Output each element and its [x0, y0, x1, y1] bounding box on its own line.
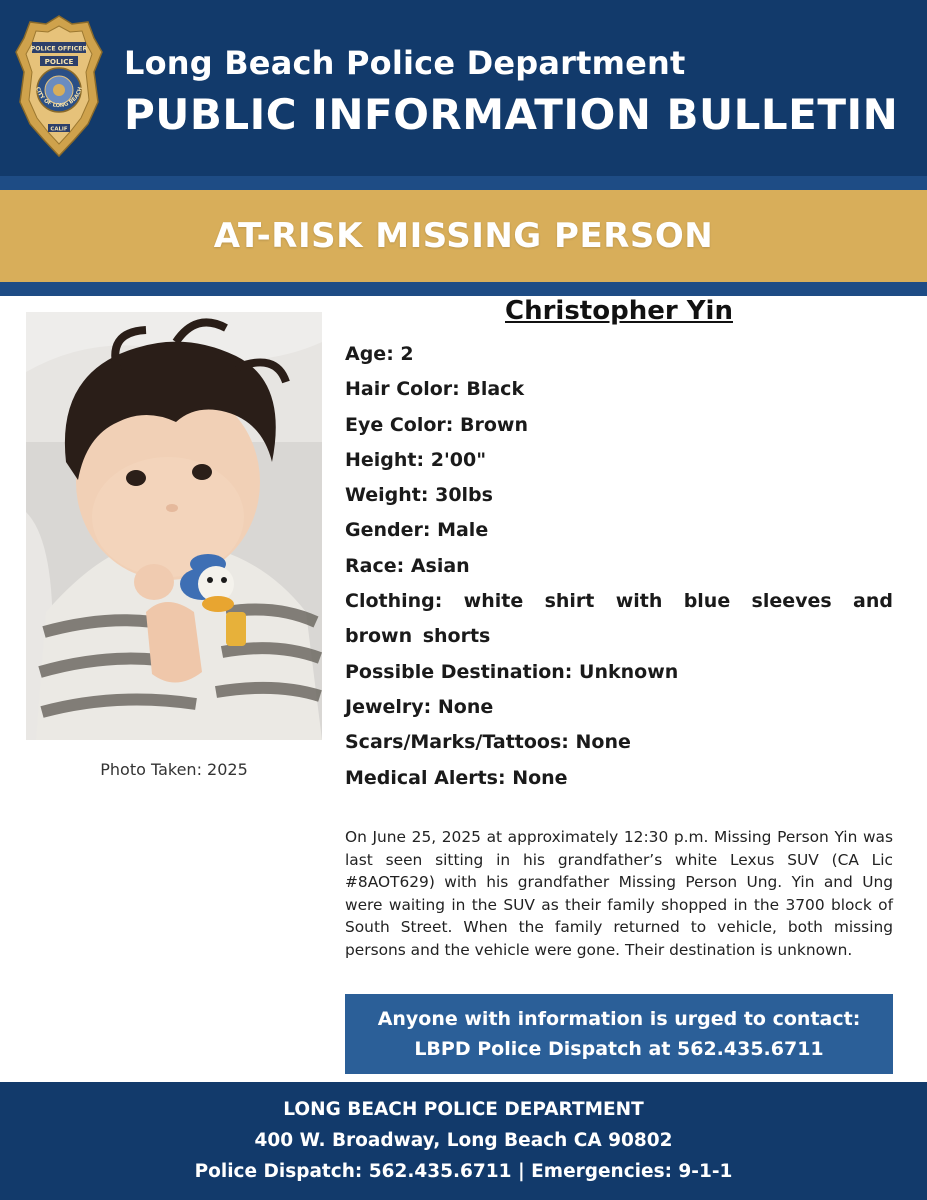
detail-gender: Gender: Male: [345, 519, 489, 542]
badge-center-text: POLICE: [44, 57, 74, 66]
footer-phone-numbers: Police Dispatch: 562.435.6711 | Emergencies: 9-1-1: [194, 1161, 733, 1182]
footer: [0, 1082, 927, 1200]
department-name: Long Beach Police Department: [124, 44, 686, 82]
contact-line-2: LBPD Police Dispatch at 562.435.6711: [414, 1038, 824, 1060]
person-name: Christopher Yin: [505, 296, 733, 326]
detail-jewelry: Jewelry: None: [345, 695, 494, 718]
footer-address: 400 W. Broadway, Long Beach CA 90802: [254, 1130, 673, 1151]
detail-medical-alerts: Medical Alerts: None: [345, 766, 568, 789]
badge-top-text: POLICE OFFICER: [30, 45, 88, 53]
detail-hair-color: Hair Color: Black: [345, 378, 525, 401]
detail-weight: Weight: 30lbs: [345, 484, 493, 507]
footer-department: LONG BEACH POLICE DEPARTMENT: [283, 1099, 644, 1120]
detail-age: Age: 2: [345, 343, 414, 365]
badge-bottom-text: CALIF: [50, 126, 68, 133]
incident-narrative: On June 25, 2025 at approximately 12:30 p.m. Missing Person Yin was last seen sitting in his grandfather’s white Lexus SUV (CA Lic #8AOT629) with his grandfather Missing Person Ung. Yin and Ung were waiting in the SUV as their family shopped in the 3700 block of South Street. When the family returned to vehicle, both missing persons and the vehicle were gone. Their destination is unknown.: [345, 828, 893, 959]
detail-height: Height: 2'00": [345, 448, 487, 471]
contact-line-1: Anyone with information is urged to contact:: [377, 1008, 861, 1030]
photo-caption: Photo Taken: 2025: [100, 760, 248, 779]
person-details: [345, 337, 893, 796]
bottom-stripe: [0, 282, 927, 296]
alert-banner-title: AT-RISK MISSING PERSON: [213, 216, 714, 256]
detail-possible-destination: Possible Destination: Unknown: [345, 660, 679, 683]
detail-clothing: Clothing: white shirt with blue sleeves and brown shorts: [345, 590, 893, 648]
header: [0, 0, 927, 176]
police-badge-icon: [14, 12, 104, 160]
missing-person-photo: [26, 312, 322, 740]
detail-race: Race: Asian: [345, 554, 470, 577]
bulletin-title: PUBLIC INFORMATION BULLETIN: [124, 90, 899, 139]
contact-box: [345, 994, 893, 1074]
badge-ring-text: CITY OF LONG BEACH: [34, 86, 84, 110]
top-stripe: [0, 176, 927, 190]
detail-eye-color: Eye Color: Brown: [345, 413, 528, 436]
detail-scars-marks-tattoos: Scars/Marks/Tattoos: None: [345, 731, 631, 754]
